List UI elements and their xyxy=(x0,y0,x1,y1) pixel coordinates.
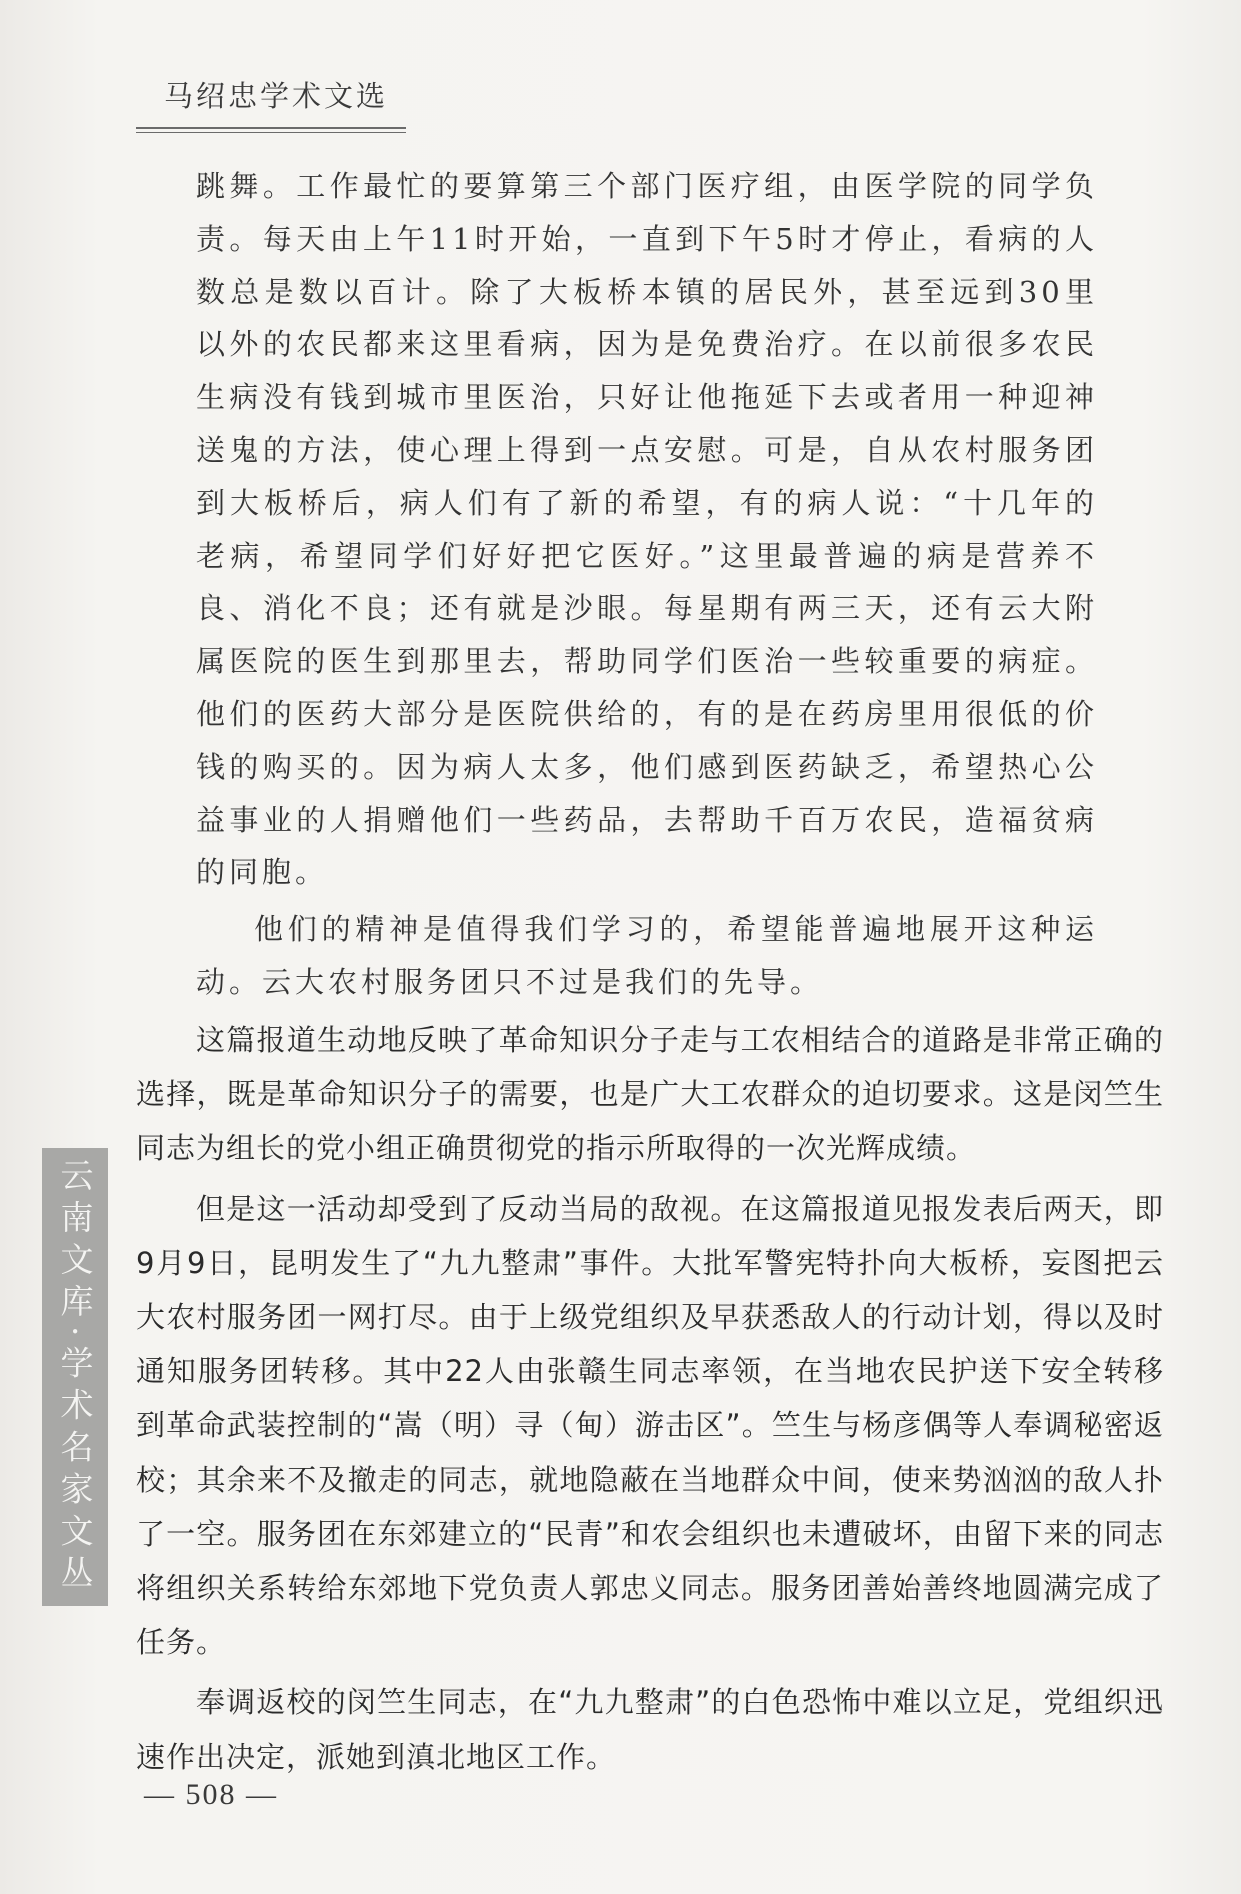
page-number: — 508 — xyxy=(144,1778,278,1811)
quoted-report-excerpt xyxy=(196,160,1098,1009)
quote-paragraph: 他们的精神是值得我们学习的，希望能普遍地展开这种运动。云大农村服务团只不过是我们的先导。 xyxy=(196,912,1098,999)
running-header-title: 马绍忠学术文选 xyxy=(164,79,389,113)
series-side-tab-label: 云南文库·学术名家文丛 xyxy=(55,1158,95,1598)
body-paragraph: 但是这一活动却受到了反动当局的敌视。在这篇报道见报发表后两天，即9月9日，昆明发生了“九九整肃”事件。大批军警宪特扑向大板桥，妄图把云大农村服务团一网打尽。由于上级党组织及早获悉敌人的行动计划，得以及时通知服务团转移。其中22人由张赣生同志率领，在当地农民护送下安全转移到革命武装控制的“嵩（明）寻（甸）游击区”。竺生与杨彦偶等人奉调秘密返校；其余来不及撤走的同志，就地隐蔽在当地群众中间，使来势汹汹的敌人扑了一空。服务团在东郊建立的“民青”和农会组织也未遭破坏，由留下来的同志将组织关系转给东郊地下党负责人郭忠义同志。服务团善始善终地圆满完成了任务。 xyxy=(136,1191,1164,1660)
body-paragraph: 这篇报道生动地反映了革命知识分子走与工农相结合的道路是非常正确的选择，既是革命知识分子的需要，也是广大工农群众的迫切要求。这是闵竺生同志为组长的党小组正确贯彻党的指示所取得的一次光辉成绩。 xyxy=(136,1023,1164,1166)
body-text xyxy=(136,1013,1164,1784)
header-double-rule xyxy=(136,127,406,133)
running-header xyxy=(136,79,406,133)
quote-paragraph: 跳舞。工作最忙的要算第三个部门医疗组，由医学院的同学负责。每天由上午11时开始，一直到下午5时才停止，看病的人数总是数以百计。除了大板桥本镇的居民外，甚至远到30里以外的农民都来这里看病，因为是免费治疗。在以前很多农民生病没有钱到城市里医治，只好让他拖延下去或者用一种迎神送鬼的方法，使心理上得到一点安慰。可是，自从农村服务团到大板桥后，病人们有了新的希望，有的病人说：“十几年的老病，希望同学们好好把它医好。”这里最普遍的病是营养不良、消化不良；还有就是沙眼。每星期有两三天，还有云大附属医院的医生到那里去，帮助同学们医治一些较重要的病症。他们的医药大部分是医院供给的，有的是在药房里用很低的价钱的购买的。因为病人太多，他们感到医药缺乏，希望热心公益事业的人捐赠他们一些药品，去帮助千百万农民，造福贫病的同胞。 xyxy=(196,169,1098,890)
body-paragraph: 奉调返校的闵竺生同志，在“九九整肃”的白色恐怖中难以立足，党组织迅速作出决定，派她到滇北地区工作。 xyxy=(136,1685,1164,1774)
series-side-tab xyxy=(42,1148,108,1606)
